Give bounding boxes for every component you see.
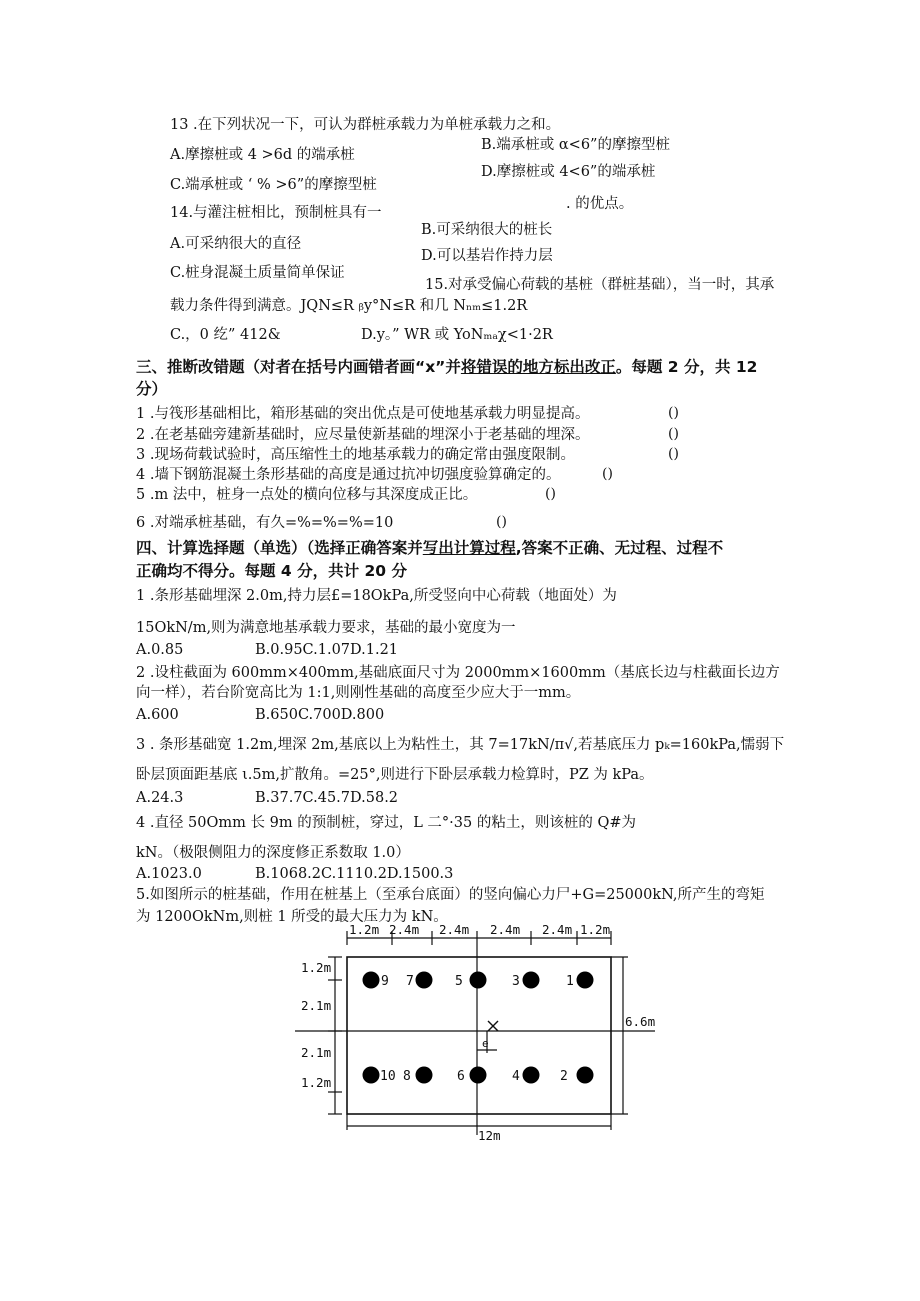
section-3-title-underlined: 将错误的地方标出改正: [460, 358, 616, 376]
section-4-title-cont: 正确均不得分。每题 4 分，共计 20 分: [136, 562, 407, 580]
pile-7: [416, 972, 433, 989]
pile-label-6: 6: [457, 1069, 465, 1084]
q15-stem: 15.对承受偏心荷载的基桩（群桩基础），当一时，其承: [425, 277, 775, 293]
dim-top-2: 2.4m: [389, 922, 420, 937]
pile-1: [577, 972, 594, 989]
sec4-q4-option-a: A.1023.0: [136, 866, 202, 882]
q14-stem: 14.与灌注桩相比，预制桩具有一: [170, 205, 382, 221]
sec4-q3-options-bcd: B.37.7C.45.7D.58.2: [255, 790, 399, 806]
sec4-q4-line1: 4 .直径 50Omm 长 9m 的预制桩，穿过，L 二°·35 的粘土，则该桩的 Q#为: [136, 815, 636, 831]
q14-option-c: C.桩身混凝土质量简单保证: [170, 265, 345, 281]
sec4-q3-option-a: A.24.3: [136, 790, 184, 806]
pile-5: [470, 972, 487, 989]
sec3-item-4: 4 .墙下钢筋混凝土条形基础的高度是通过抗冲切强度验算确定的。: [136, 467, 561, 483]
sec3-item-5: 5 .m 法中，桩身一点处的横向位移与其深度成正比。: [136, 487, 478, 503]
sec4-q1-options-bcd: B.0.95C.1.07D.1.21: [255, 642, 399, 658]
section-3-title: 三、推断改错题（对者在括号内画错者画“x”并将错误的地方标出改正。每题 2 分，共 12: [136, 358, 758, 376]
dim-right: 6.6m: [625, 1014, 656, 1029]
sec4-q2-options-bcd: B.650C.700D.800: [255, 707, 385, 723]
sec4-q2-line1: 2 .设柱截面为 600mm×400mm,基础底面尺寸为 2000mm×1600mm（基底长边与柱截面长边方: [136, 665, 780, 681]
sec3-item-2-answer-bracket: (): [668, 426, 679, 442]
dim-top-5: 2.4m: [542, 922, 573, 937]
pile-label-4: 4: [512, 1069, 520, 1084]
pile-9: [363, 972, 380, 989]
q13-stem: 13 .在下列状况一下，可认为群桩承载力为单桩承载力之和。: [170, 117, 561, 133]
sec4-q1-line1: 1 .条形基础埋深 2.0m,持力层£=18OkPa,所受竖向中心荷载（地面处）为: [136, 588, 617, 604]
sec3-item-4-answer-bracket: (): [602, 466, 613, 482]
sec4-q5-line1: 5.如图所示的桩基础，作用在桩基上（至承台底面）的竖向偏心力尸+G=25000kN,所产生的弯矩: [136, 887, 765, 903]
dim-top-6: 1.2m: [580, 922, 611, 937]
pile-10: [363, 1067, 380, 1084]
section-4-title: 四、计算选择题（单选）（选择正确答案并写出计算过程,答案不正确、无过程、过程不: [136, 539, 724, 557]
dim-left-3: 2.1m: [301, 1045, 332, 1060]
pile-2: [577, 1067, 594, 1084]
sec3-item-5-answer-bracket: (): [545, 486, 556, 502]
sec4-q3-line1: 3 . 条形基础宽 1.2m,埋深 2m,基底以上为粘性土，其 7=17kN∕π√,若基底压力 pₖ=160kPa,懦弱下: [136, 737, 785, 753]
section-3-title-cont: 分）: [136, 380, 168, 398]
pile-label-10: 10: [380, 1069, 396, 1084]
q13-option-b: B.端承桩或 α<6”的摩擦型桩: [481, 137, 670, 153]
q13-option-a: A.摩擦桩或 4 >6d 的端承桩: [170, 147, 355, 163]
sec4-q2-line2: 向一样），若台阶宽高比为 1:1,则刚性基础的高度至少应大于一mm。: [136, 685, 581, 701]
q14-option-d: D.可以基岩作持力层: [421, 248, 553, 264]
sec4-q1-option-a: A.0.85: [136, 642, 184, 658]
sec3-item-1-answer-bracket: (): [668, 405, 679, 421]
q15-option-c: C.，0 纥” 412&: [170, 327, 281, 343]
dim-left-2: 2.1m: [301, 998, 332, 1013]
dim-left-4: 1.2m: [301, 1075, 332, 1090]
pile-3: [523, 972, 540, 989]
pile-label-3: 3: [512, 974, 520, 989]
dim-top-4: 2.4m: [490, 922, 521, 937]
q14-option-a: A.可采纳很大的直径: [170, 236, 302, 252]
pile-label-2: 2: [560, 1069, 568, 1084]
sec3-item-2: 2 .在老基础旁建新基础时，应尽量使新基础的埋深小于老基础的埋深。: [136, 427, 590, 443]
q14-stem-tail: . 的优点。: [566, 196, 634, 212]
dim-top-3: 2.4m: [439, 922, 470, 937]
pile-8: [416, 1067, 433, 1084]
eccentricity-label: e: [482, 1037, 489, 1050]
sec4-q4-options-bcd: B.1068.2C.1110.2D.1500.3: [255, 866, 454, 882]
section-4-title-underlined: 写出计算过程: [422, 539, 516, 557]
sec3-item-3-answer-bracket: (): [668, 446, 679, 462]
sec4-q4-line2: kN。（极限侧阻力的深度修正系数取 1.0）: [136, 845, 410, 861]
pile-6: [470, 1067, 487, 1084]
q15-option-d: D.y。” WR 或 YoNₘₐχ<1·2R: [361, 327, 553, 343]
pile-label-1: 1: [566, 974, 574, 989]
dim-top-1: 1.2m: [349, 922, 380, 937]
q14-option-b: B.可采纳很大的桩长: [421, 222, 553, 238]
sec3-item-6-answer-bracket: (): [496, 514, 507, 530]
pile-4: [523, 1067, 540, 1084]
pile-label-9: 9: [381, 974, 389, 989]
pile-label-8: 8: [403, 1069, 411, 1084]
sec4-q5-line2: 为 1200OkNm,则桩 1 所受的最大压力为 kN。: [136, 909, 448, 925]
q15-line2: 载力条件得到满意。JQN≤R ᵦy°N≤R 和几 Nₙₘ≤1.2R: [170, 298, 528, 314]
q13-option-c: C.端承桩或 ‘ % >6”的摩擦型桩: [170, 177, 377, 193]
pile-label-7: 7: [406, 974, 414, 989]
sec4-q1-line2: 15OkN/m,则为满意地基承载力要求，基础的最小宽度为一: [136, 620, 516, 636]
pile-label-5: 5: [455, 974, 463, 989]
sec4-q3-line2: 卧层顶面距基底 ι.5m,扩散角。=25°,则进行下卧层承载力检算时，PZ 为 kPa。: [136, 767, 654, 783]
dim-left-1: 1.2m: [301, 960, 332, 975]
sec3-item-1: 1 .与筏形基础相比，箱形基础的突出优点是可使地基承载力明显提高。: [136, 406, 590, 422]
q13-option-d: D.摩擦桩或 4<6”的端承桩: [481, 164, 656, 180]
sec3-item-6: 6 .对端承桩基础，有久=%=%=%=10: [136, 515, 394, 531]
sec4-q2-option-a: A.600: [136, 707, 179, 723]
sec3-item-3: 3 .现场荷载试验时，高压缩性土的地基承载力的确定常由强度限制。: [136, 447, 575, 463]
dim-bottom: 12m: [478, 1128, 501, 1143]
